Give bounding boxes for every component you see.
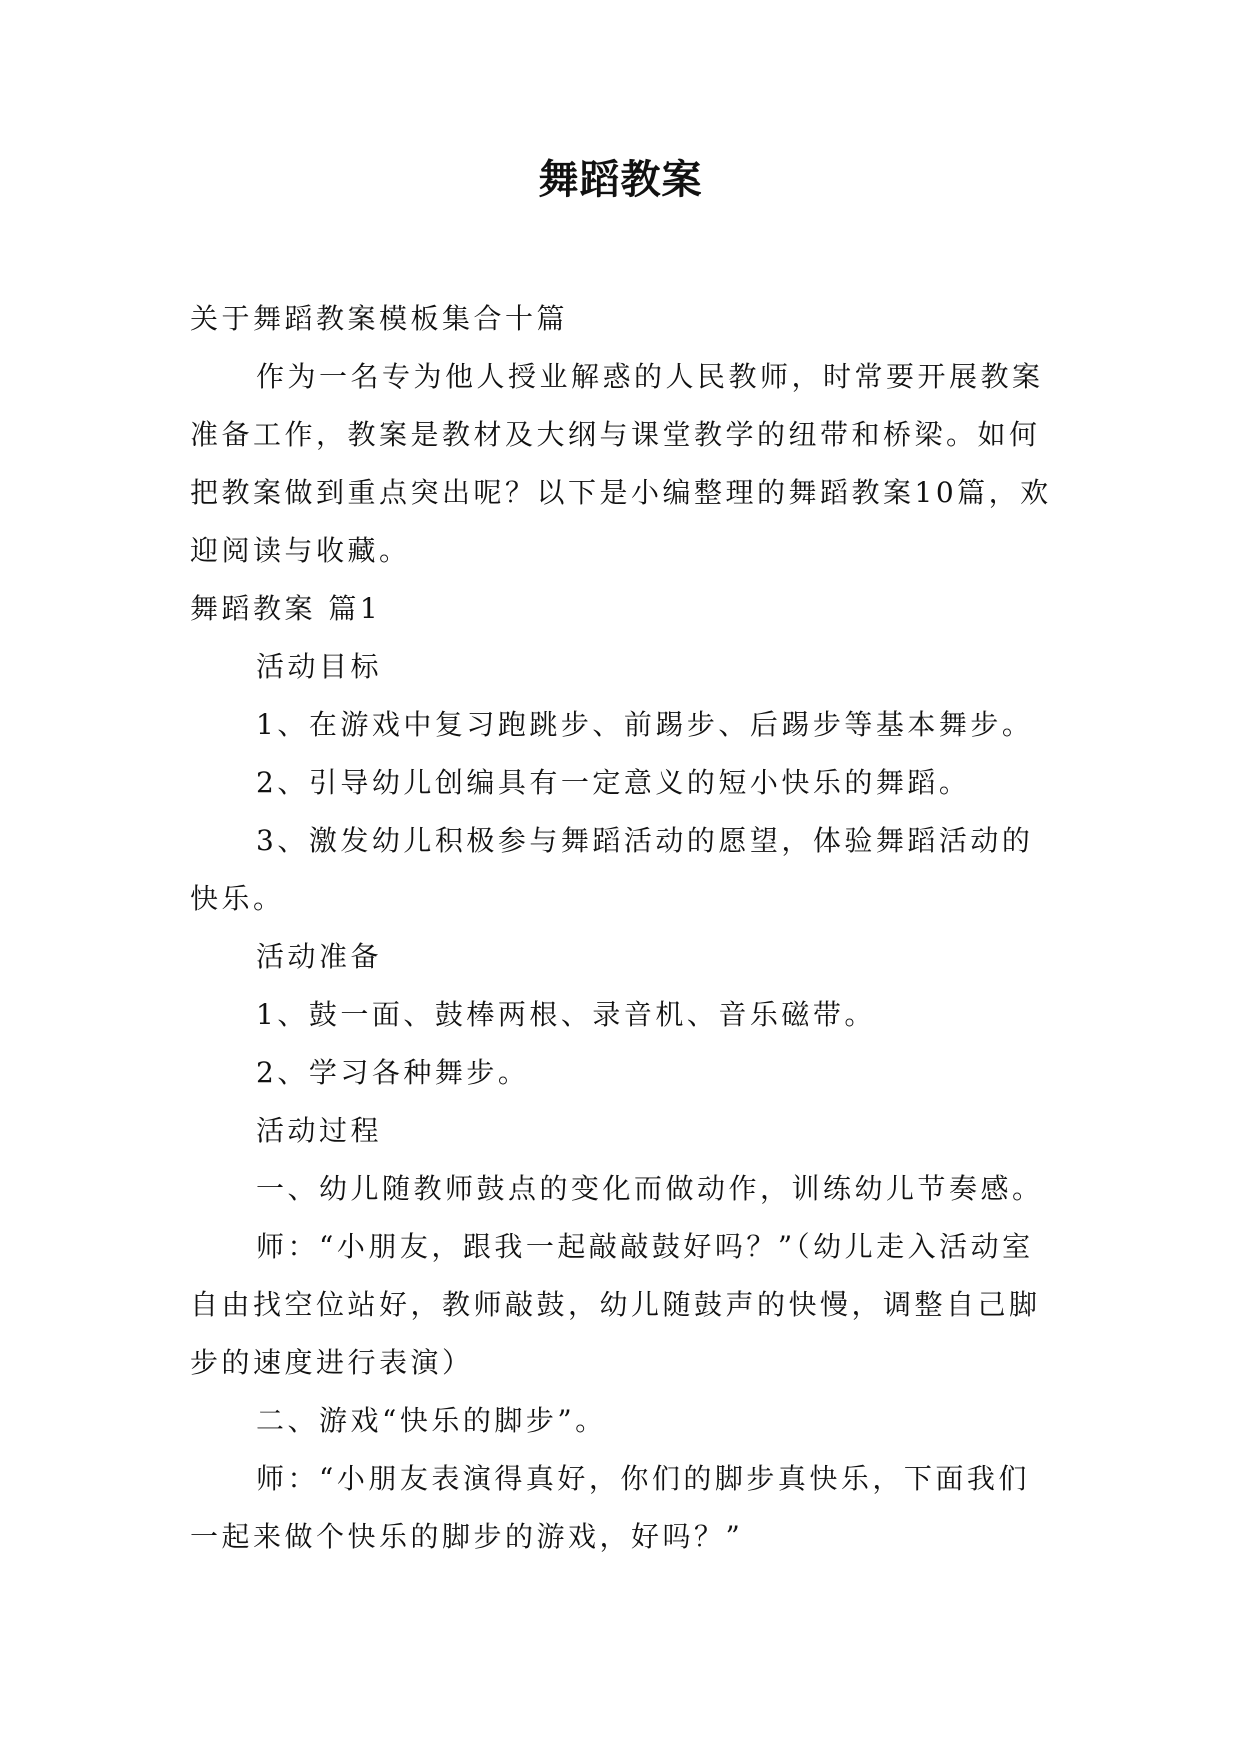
section-heading: 舞蹈教案 篇1	[190, 592, 382, 625]
list-item: 2、学习各种舞步。	[256, 1056, 530, 1089]
subheading-preparation: 活动准备	[256, 940, 383, 973]
paragraph: 二、游戏“快乐的脚步”。	[256, 1404, 607, 1437]
subheading-goals: 活动目标	[256, 650, 383, 683]
paragraph: 师：“小朋友表演得真好，你们的脚步真快乐，下面我们一起来做个快乐的脚步的游戏，好吗？”	[190, 1462, 1030, 1553]
list-item: 2、引导幼儿创编具有一定意义的短小快乐的舞蹈。	[256, 766, 971, 799]
paragraph-intro: 作为一名专为他人授业解惑的人民教师，时常要开展教案准备工作，教案是教材及大纲与课堂教学的纽带和桥梁。如何把教案做到重点突出呢？以下是小编整理的舞蹈教案10篇，欢迎阅读与收藏。	[190, 360, 1052, 567]
document-title: 舞蹈教案	[538, 157, 703, 203]
list-item: 3、激发幼儿积极参与舞蹈活动的愿望，体验舞蹈活动的快乐。	[190, 824, 1034, 915]
subheading-process: 活动过程	[256, 1114, 383, 1147]
paragraph-subtitle: 关于舞蹈教案模板集合十篇	[190, 302, 569, 335]
list-item: 1、在游戏中复习跑跳步、前踢步、后踢步等基本舞步。	[256, 708, 1034, 741]
list-item: 1、鼓一面、鼓棒两根、录音机、音乐磁带。	[256, 998, 876, 1031]
paragraph: 一、幼儿随教师鼓点的变化而做动作，训练幼儿节奏感。	[256, 1172, 1044, 1205]
document-body	[190, 290, 1060, 1566]
paragraph: 师：“小朋友，跟我一起敲敲鼓好吗？”（幼儿走入活动室自由找空位站好，教师敲鼓，幼儿随鼓声的快慢，调整自己脚步的速度进行表演）	[190, 1230, 1041, 1379]
